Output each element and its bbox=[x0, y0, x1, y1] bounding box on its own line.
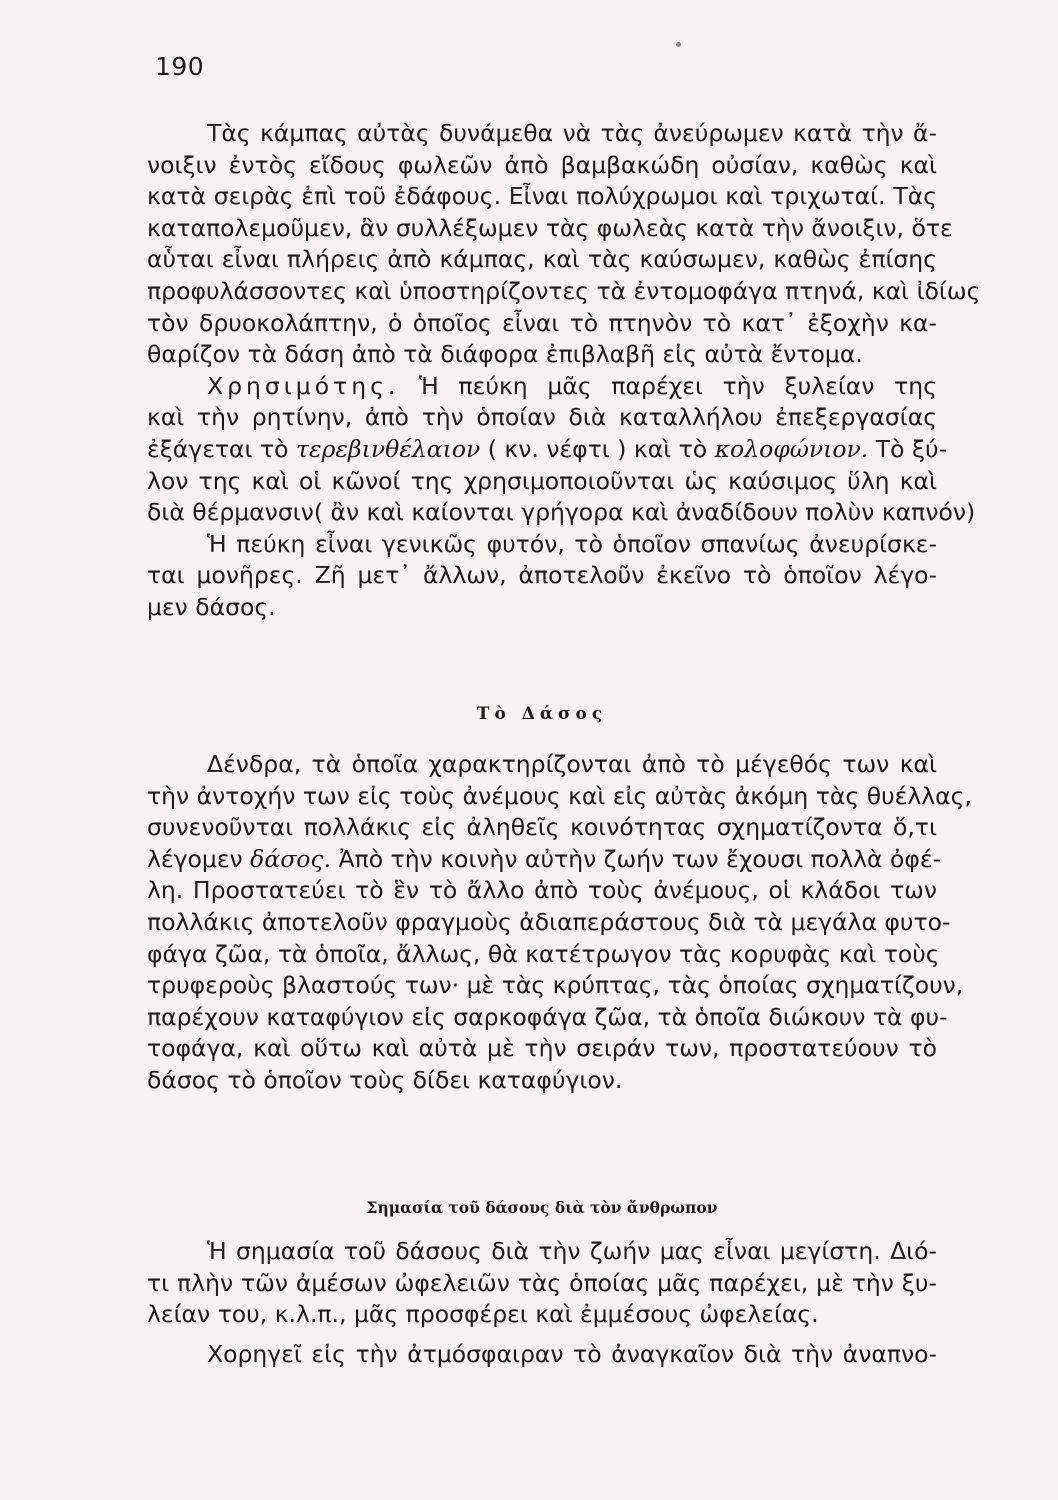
italic-term: δάσος. bbox=[250, 844, 332, 873]
text-line: τοφάγα, καὶ οὕτω καὶ αὐτὰ μὲ τὴν σειράν των, προστατεύουν τὸ bbox=[147, 1034, 937, 1063]
text-line: μεν δάσος. bbox=[147, 592, 276, 621]
stray-mark bbox=[676, 42, 681, 47]
text-line: λείαν του, κ.λ.π., μᾶς προσφέρει καὶ ἐμμέσους ὠφελείας. bbox=[147, 1300, 819, 1329]
text-line: Χορηγεῖ εἰς τὴν ἀτμόσφαιραν τὸ ἀναγκαῖον διὰ τὴν ἀναπνο- bbox=[207, 1339, 937, 1368]
text-line: ται μονῆρες. Ζῆ μετ᾽ ἄλλων, ἀποτελοῦν ἐκεῖνο τὸ ὁποῖον λέγο- bbox=[147, 561, 937, 590]
section-heading-importance: Σημασία τοῦ δάσους διὰ τὸν ἄνθρωπον bbox=[366, 1198, 718, 1217]
text-line: Δένδρα, τὰ ὁποῖα χαρακτηρίζονται ἀπὸ τὸ μέγεθός των καὶ bbox=[207, 750, 937, 778]
text-line: τι πλὴν τῶν ἀμέσων ὠφελειῶν τὰς ὁποίας μᾶς παρέχει, μὲ τὴν ξυ- bbox=[147, 1268, 937, 1297]
text-block-importance bbox=[147, 1236, 937, 1370]
text-line: φάγα ζῶα, τὰ ὁποῖα, ἄλλως, θὰ κατέτρωγον τὰς κορυφὰς καὶ τοὺς bbox=[147, 939, 940, 968]
text-line bbox=[147, 844, 942, 876]
text-line: τρυφεροὺς βλαστούς των· μὲ τὰς κρύπτας, τὰς ὁποίας σχηματίζουν, bbox=[147, 971, 964, 1000]
text-fragment: ἐξάγεται τὸ bbox=[147, 434, 289, 463]
text-fragment: Τὸ ξύ- bbox=[875, 434, 948, 463]
text-line: λη. Προστατεύει τὸ ἓν τὸ ἄλλο ἀπὸ τοὺς ἀνέμους, οἱ κλάδοι των bbox=[147, 876, 937, 905]
text-line: καὶ τὴν ρητίνην, ἀπὸ τὴν ὁποίαν διὰ καταλλήλου ἐπεξεργασίας bbox=[147, 403, 937, 432]
text-line: διὰ θέρμανσιν( ἂν καὶ καίονται γρήγορα καὶ ἀναδίδουν πολὺν καπνόν) bbox=[147, 498, 976, 527]
text-block-upper bbox=[147, 118, 981, 624]
section-heading-forest: Τὸ Δάσος bbox=[476, 704, 608, 724]
text-line: Ἡ σημασία τοῦ δάσους διὰ τὴν ζωήν μας εἶναι μεγίστη. Διό- bbox=[207, 1237, 937, 1265]
text-line bbox=[147, 434, 948, 466]
text-line: τὴν ἀντοχήν των εἰς τοὺς ἀνέμους καὶ εἰς αὐτὰς ἀκόμη τὰς θυέλλας, bbox=[147, 781, 972, 810]
text-fragment: Ἀπὸ τὴν κοινὴν αὐτὴν ζωήν των ἔχουσι πολλὰ ὀφέ- bbox=[338, 844, 942, 873]
text-line: Ἡ πεύκη εἶναι γενικῶς φυτόν, τὸ ὁποῖον σπανίως ἀνευρίσκε- bbox=[207, 529, 937, 558]
page-number: 190 bbox=[155, 52, 205, 81]
text-fragment: λέγομεν bbox=[147, 844, 243, 873]
text-line bbox=[147, 371, 937, 403]
text-line: προφυλάσσοντες καὶ ὑποστηρίζοντες τὰ ἐντομοφάγα πτηνά, καὶ ἰδίως bbox=[147, 276, 981, 305]
text-fragment: ( κν. νέφτι ) καὶ τὸ bbox=[487, 434, 708, 463]
spaced-word: Χρησιμότης. bbox=[207, 371, 400, 400]
text-fragment: Ἡ πεύκη μᾶς παρέχει τὴν ξυλείαν της bbox=[419, 371, 937, 400]
text-line: θαρίζον τὰ δάση ἀπὸ τὰ διάφορα ἐπιβλαβῆ εἰς αὐτὰ ἔντομα. bbox=[147, 340, 863, 369]
text-line: παρέχουν καταφύγιον εἰς σαρκοφάγα ζῶα, τὰ ὁποῖα διώκουν τὰ φυ- bbox=[147, 1002, 948, 1031]
text-line: νοιξιν ἐντὸς εἴδους φωλεῶν ἀπὸ βαμβακώδη οὐσίαν, καθὼς καὶ bbox=[147, 150, 937, 179]
text-line: δάσος τὸ ὁποῖον τοὺς δίδει καταφύγιον. bbox=[147, 1065, 623, 1094]
text-line: πολλάκις ἀποτελοῦν φραγμοὺς ἀδιαπεράστους διὰ τὰ μεγάλα φυτο- bbox=[147, 907, 951, 936]
text-line: καταπολεμοῦμεν, ἂν συλλέξωμεν τὰς φωλεὰς κατὰ τὴν ἄνοιξιν, ὅτε bbox=[147, 213, 953, 242]
text-line: συνενοῦνται πολλάκις εἰς ἀληθεῖς κοινότητας σχηματίζοντα ὅ,τι bbox=[147, 813, 937, 842]
text-line: λον της καὶ οἱ κῶνοί της χρησιμοποιοῦνται ὡς καύσιμος ὕλη καὶ bbox=[147, 466, 937, 495]
italic-term: τερεβινθέλαιον bbox=[295, 434, 481, 463]
italic-term: κολοφώνιον. bbox=[714, 434, 869, 463]
text-line: αὗται εἶναι πλήρεις ἀπὸ κάμπας, καὶ τὰς καύσωμεν, καθὼς ἐπίσης bbox=[147, 245, 937, 274]
text-block-forest bbox=[147, 749, 972, 1097]
text-line: τὸν δρυοκολάπτην, ὁ ὁποῖος εἶναι τὸ πτηνὸν τὸ κατ᾽ ἐξοχὴν κα- bbox=[147, 308, 937, 337]
text-line: Τὰς κάμπας αὐτὰς δυνάμεθα νὰ τὰς ἀνεύρωμεν κατὰ τὴν ἄ- bbox=[207, 119, 937, 147]
text-line: κατὰ σειρὰς ἐπὶ τοῦ ἐδάφους. Εἶναι πολύχρωμοι καὶ τριχωταί. Τὰς bbox=[147, 182, 937, 211]
